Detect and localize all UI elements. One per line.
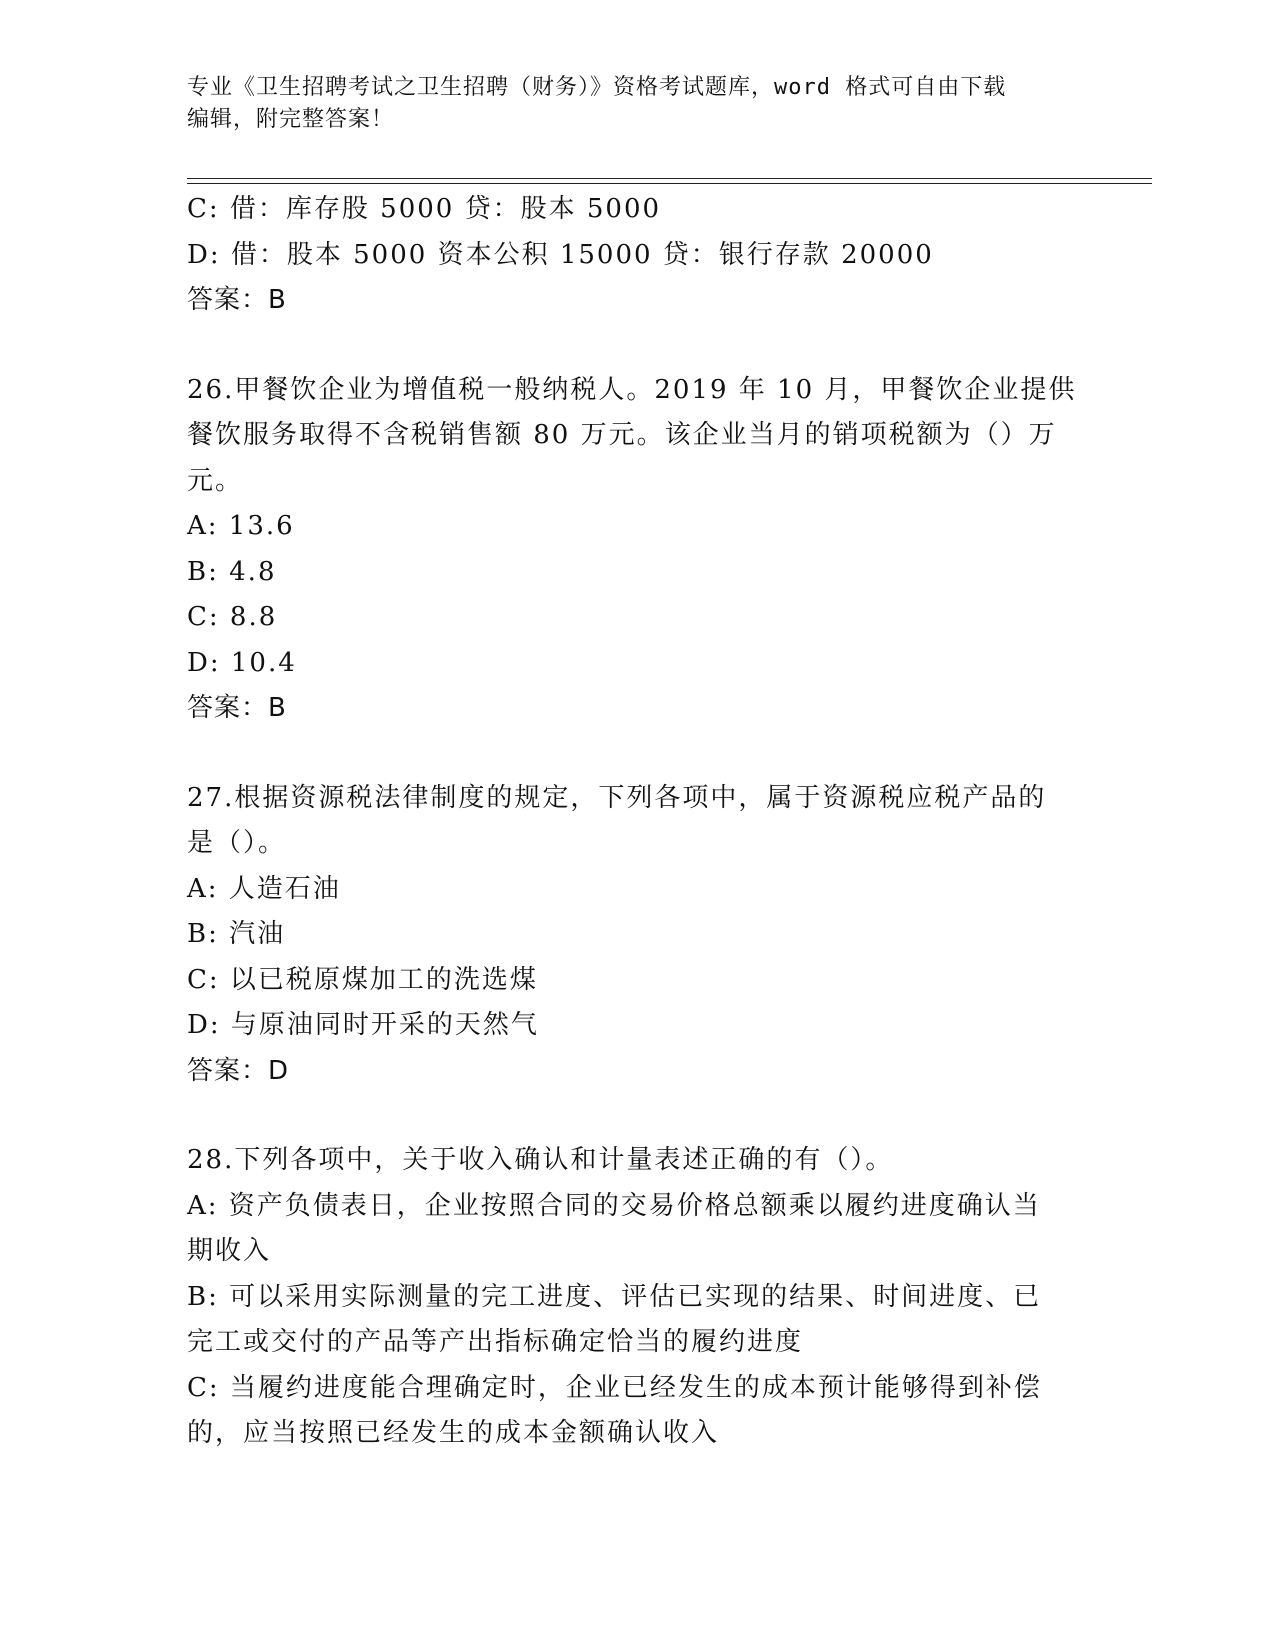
spacer [187, 1094, 1087, 1138]
question-stem-line: 27.根据资源税法律制度的规定，下列各项中，属于资源税应税产品的 [187, 782, 1047, 813]
question-stem-line: 28.下列各项中，关于收入确认和计量表述正确的有（）。 [187, 1145, 894, 1175]
option-b: B: 汽油 [187, 919, 286, 949]
option-d: D: 10.4 [187, 647, 297, 678]
header-line-1: 专业《卫生招聘考试之卫生招聘（财务）》资格考试题库，word 格式可自由下载 [187, 75, 1007, 100]
option-a: A: 人造石油 [187, 873, 341, 904]
option-b: B: 4.8 [187, 556, 277, 587]
question-28 [187, 1138, 1087, 1457]
option-c-line: 的，应当按照已经发生的成本金额确认收入 [187, 1418, 720, 1448]
answer-line: 答案：D [187, 1055, 290, 1086]
question-26 [187, 368, 1087, 732]
question-stem-line: 26.甲餐饮企业为增值税一般纳税人。2019 年 10 月，甲餐饮企业提供 [187, 374, 1077, 405]
option-b-line: 完工或交付的产品等产出指标确定恰当的履约进度 [187, 1327, 804, 1357]
header-line-2: 编辑，附完整答案！ [187, 107, 395, 132]
question-list [187, 187, 1087, 1457]
option-a-line: A: 资产负债表日，企业按照合同的交易价格总额乘以履约进度确认当 [187, 1190, 1041, 1221]
question-stem-line: 餐饮服务取得不含税销售额 80 万元。该企业当月的销项税额为（）万 [187, 420, 1057, 450]
question-stem-line: 是（）。 [187, 828, 287, 858]
option-a: A: 13.6 [187, 511, 295, 541]
question-continued [187, 187, 1087, 324]
spacer [187, 324, 1087, 368]
spacer [187, 732, 1087, 776]
option-b-line: B: 可以采用实际测量的完工进度、评估已实现的结果、时间进度、已 [187, 1281, 1042, 1312]
question-27 [187, 776, 1087, 1095]
answer-line: 答案：B [187, 693, 287, 723]
header-rule-bottom [187, 183, 1152, 184]
option-a-line: 期收入 [187, 1236, 272, 1266]
option-c: C: 8.8 [187, 602, 278, 632]
header-rule-top [187, 178, 1152, 179]
option-d: D: 与原油同时开采的天然气 [187, 1010, 539, 1040]
option-c: C: 以已税原煤加工的洗选煤 [187, 964, 538, 995]
answer-line: 答案：B [187, 285, 287, 315]
question-stem-line: 元。 [187, 465, 244, 496]
document-header [187, 72, 1067, 136]
option-d: D: 借：股本 5000 资本公积 15000 贷：银行存款 20000 [187, 239, 934, 270]
option-c: C: 借：库存股 5000 贷：股本 5000 [187, 194, 662, 224]
option-c-line: C: 当履约进度能合理确定时，企业已经发生的成本预计能够得到补偿 [187, 1372, 1042, 1403]
